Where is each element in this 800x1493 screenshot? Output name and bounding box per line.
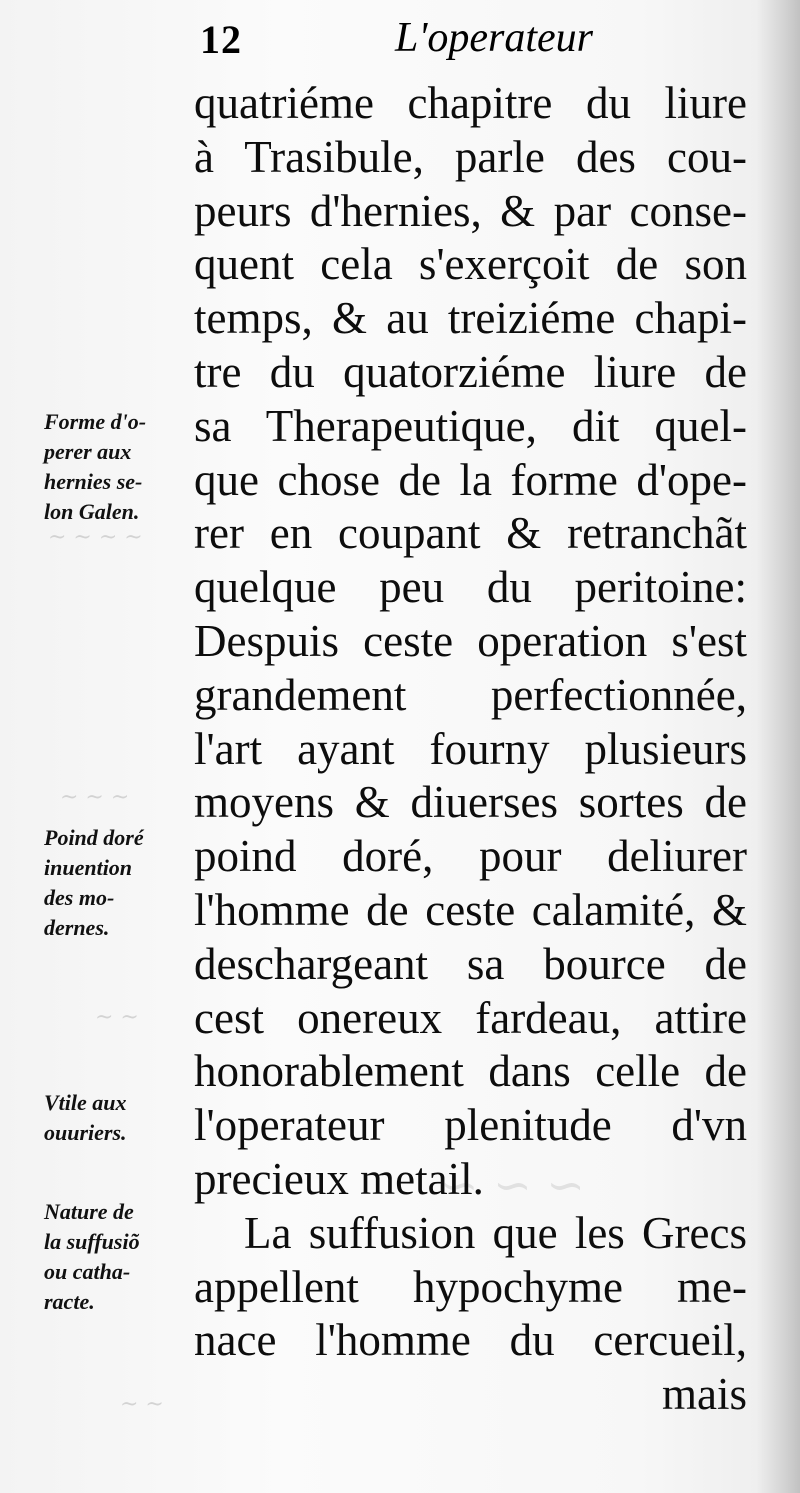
text-line: grandement perfectionnée, [194, 669, 747, 720]
show-through-text: ~ ~ ~ [60, 785, 130, 810]
text-line: l'homme de ceste calamité, & [194, 884, 747, 935]
show-through-text: ~ ~ [95, 1005, 139, 1030]
text-line: temps, & au treiziéme chapi- [194, 293, 747, 344]
text-line: precieux metail. [194, 1153, 484, 1204]
text-line: nace l'homme du cercueil, [194, 1315, 747, 1366]
marginal-note-line: Nature de [44, 1199, 134, 1224]
marginal-note-line: racte. [44, 1289, 95, 1314]
marginal-note-line: la suffusiõ [44, 1229, 140, 1254]
running-title: L'operateur [395, 15, 593, 61]
marginal-note-line: ou catha- [44, 1259, 131, 1284]
marginal-note-line: Poind doré [44, 825, 144, 850]
text-line: rer en coupant & retranchãt [194, 508, 747, 559]
text-line: moyens & diuerses sortes de [194, 777, 747, 828]
catchword: mais [662, 1369, 747, 1420]
running-head [200, 14, 760, 74]
marginal-note-line: inuention [44, 855, 133, 880]
text-line: quelque peu du peritoine: [194, 562, 747, 613]
marginal-note-line: Vtile aux [44, 1090, 127, 1115]
marginal-note-line: dernes. [44, 915, 110, 940]
text-line: sa Therapeutique, dit quel- [194, 400, 747, 451]
marginal-note-line: hernies se- [44, 469, 143, 494]
text-line: l'operateur plenitude d'vn [194, 1100, 747, 1151]
text-line: deschargeant sa bource de [194, 938, 747, 989]
main-text [194, 77, 747, 1422]
text-line: quatriéme chapitre du liure [194, 78, 747, 128]
text-line: l'art ayant fourny plusieurs [194, 723, 747, 774]
page-edge-shadow [756, 0, 800, 1493]
marginal-note-line: ouuriers. [44, 1120, 127, 1145]
text-line: peurs d'hernies, & par conse- [194, 185, 747, 236]
show-through-text: ~ ~ [120, 1392, 164, 1417]
marginal-note [44, 823, 184, 943]
marginal-note-line: des mo- [44, 885, 115, 910]
show-through-text: ~ ~ ~ ~ [48, 525, 143, 550]
show-through-text: ~ ~ ~ [440, 1158, 585, 1212]
marginal-note [44, 1088, 184, 1148]
marginal-note [44, 1197, 184, 1317]
marginal-note-line: lon Galen. [44, 499, 140, 524]
page-number: 12 [200, 17, 242, 62]
text-line: appellent hypochyme me- [194, 1261, 747, 1312]
text-line: La suffusion que les Grecs [244, 1207, 747, 1258]
text-line: honorablement dans celle de [194, 1046, 747, 1097]
marginal-note-line: perer aux [44, 439, 132, 464]
text-line: poind doré, pour deliurer [194, 831, 747, 882]
text-line: tre du quatorziéme liure de [194, 346, 747, 397]
text-line: à Trasibule, parle des cou- [194, 131, 747, 182]
text-line: quent cela s'exerçoit de son [194, 239, 747, 290]
marginal-note-line: Forme d'o- [44, 409, 147, 434]
text-line: que chose de la forme d'ope- [194, 454, 747, 505]
text-line: Despuis ceste operation s'est [194, 615, 747, 666]
marginal-note [44, 407, 184, 527]
text-line: cest onereux fardeau, attire [194, 992, 747, 1043]
